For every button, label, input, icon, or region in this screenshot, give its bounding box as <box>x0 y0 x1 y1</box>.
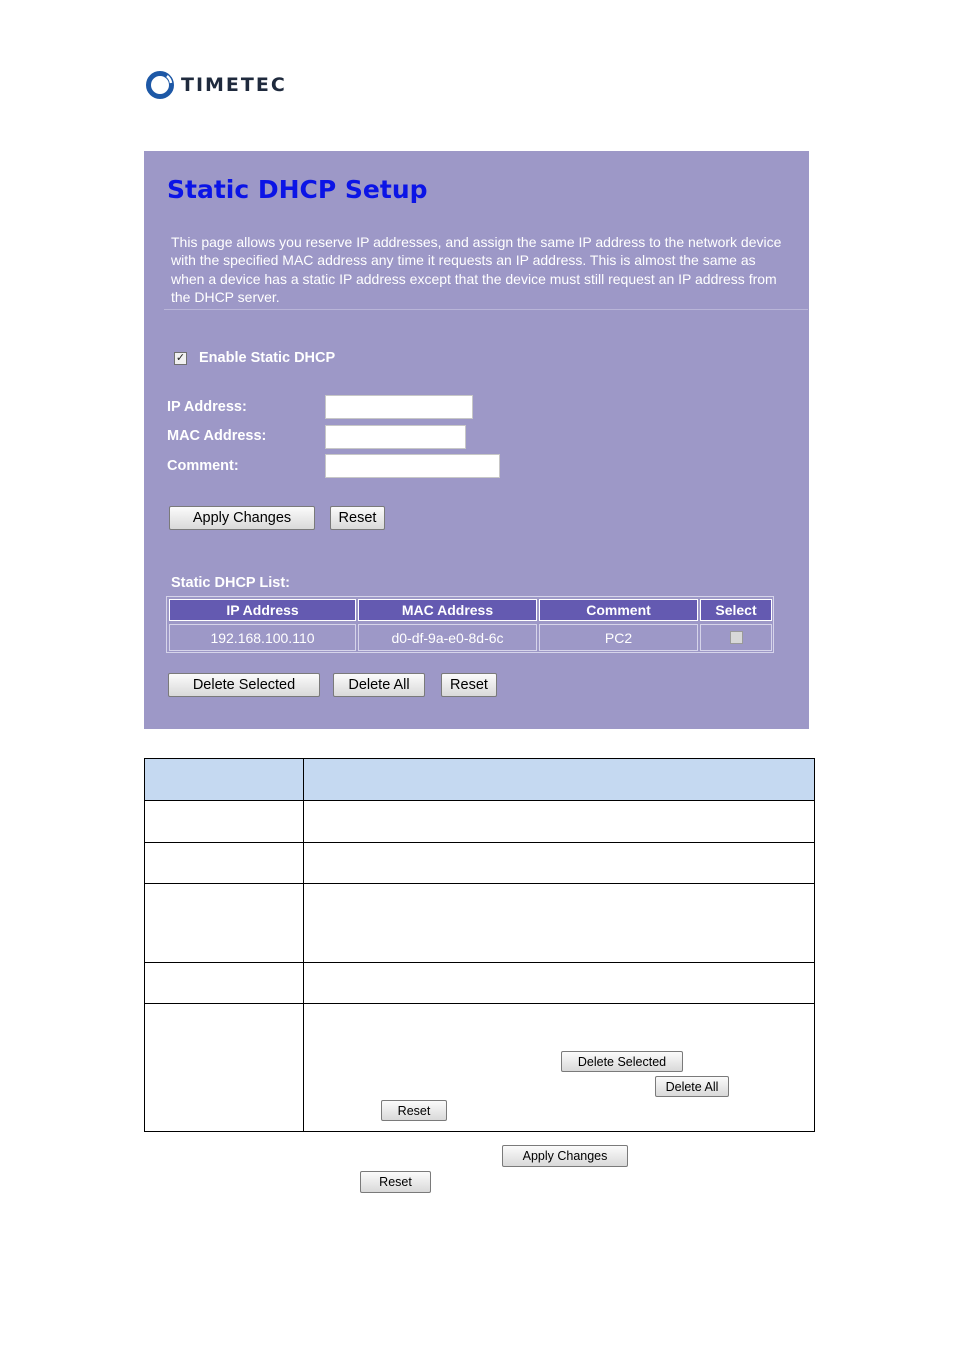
description-table <box>144 758 815 1132</box>
enable-static-dhcp-row <box>174 350 335 366</box>
static-dhcp-panel <box>144 151 809 729</box>
static-dhcp-list-label: Static DHCP List: <box>171 575 290 591</box>
header-cell-right <box>304 759 815 801</box>
doc-apply-changes-button[interactable]: Apply Changes <box>502 1145 628 1167</box>
reset-button[interactable]: Reset <box>330 506 385 530</box>
doc-footer-reset-button[interactable]: Reset <box>360 1171 431 1193</box>
table-cell <box>145 963 304 1004</box>
enable-static-dhcp-label: Enable Static DHCP <box>199 350 336 366</box>
doc-delete-all-button[interactable]: Delete All <box>655 1076 729 1097</box>
table-cell <box>145 801 304 843</box>
description-table-row <box>145 843 815 884</box>
table-cell <box>304 963 815 1004</box>
description-table-row <box>145 1004 815 1132</box>
description-table-row <box>145 801 815 843</box>
table-cell-comment: PC2 <box>539 624 698 651</box>
column-header-comment: Comment <box>539 599 698 621</box>
table-cell <box>145 843 304 884</box>
doc-reset-button[interactable]: Reset <box>381 1100 447 1121</box>
comment-label: Comment: <box>167 458 239 474</box>
column-header-ip-address: IP Address <box>169 599 356 621</box>
list-reset-button[interactable]: Reset <box>441 673 497 697</box>
page-title: Static DHCP Setup <box>167 175 428 204</box>
doc-delete-selected-button[interactable]: Delete Selected <box>561 1051 683 1072</box>
table-cell-mac-address: d0-df-9a-e0-8d-6c <box>358 624 537 651</box>
table-cell <box>304 884 815 963</box>
ip-address-label: IP Address: <box>167 399 247 415</box>
ip-address-input[interactable] <box>325 395 473 419</box>
column-header-mac-address: MAC Address <box>358 599 537 621</box>
mac-address-label: MAC Address: <box>167 428 267 444</box>
table-cell <box>304 843 815 884</box>
enable-static-dhcp-checkbox[interactable]: ✓ <box>175 351 186 364</box>
table-cell <box>145 884 304 963</box>
header-cell-left <box>145 759 304 801</box>
description-table-header <box>145 759 815 801</box>
timetec-logo <box>145 68 287 102</box>
table-cell <box>304 801 815 843</box>
divider <box>164 309 808 310</box>
row-select-checkbox[interactable] <box>730 631 743 644</box>
page-description: This page allows you reserve IP addresses, and assign the same IP address to the network device with the specified MAC address any time it requests an IP address. This is almost the same as when a device has a static IP address except that the device must still request an IP address from the DHCP server. <box>171 234 782 306</box>
delete-selected-button[interactable]: Delete Selected <box>168 673 320 697</box>
description-table-row <box>145 963 815 1004</box>
description-table-row <box>145 884 815 963</box>
table-cell-select <box>700 624 772 651</box>
comment-input[interactable] <box>325 454 500 478</box>
table-cell <box>145 1004 304 1132</box>
apply-changes-button[interactable]: Apply Changes <box>169 506 315 530</box>
column-header-select: Select <box>700 599 772 621</box>
table-cell-ip-address: 192.168.100.110 <box>169 624 356 651</box>
mac-address-input[interactable] <box>325 425 466 449</box>
table-cell-buttons <box>304 1004 815 1132</box>
logo-ring-icon <box>145 70 175 100</box>
logo-text: TIMETEC <box>181 74 287 96</box>
delete-all-button[interactable]: Delete All <box>333 673 425 697</box>
